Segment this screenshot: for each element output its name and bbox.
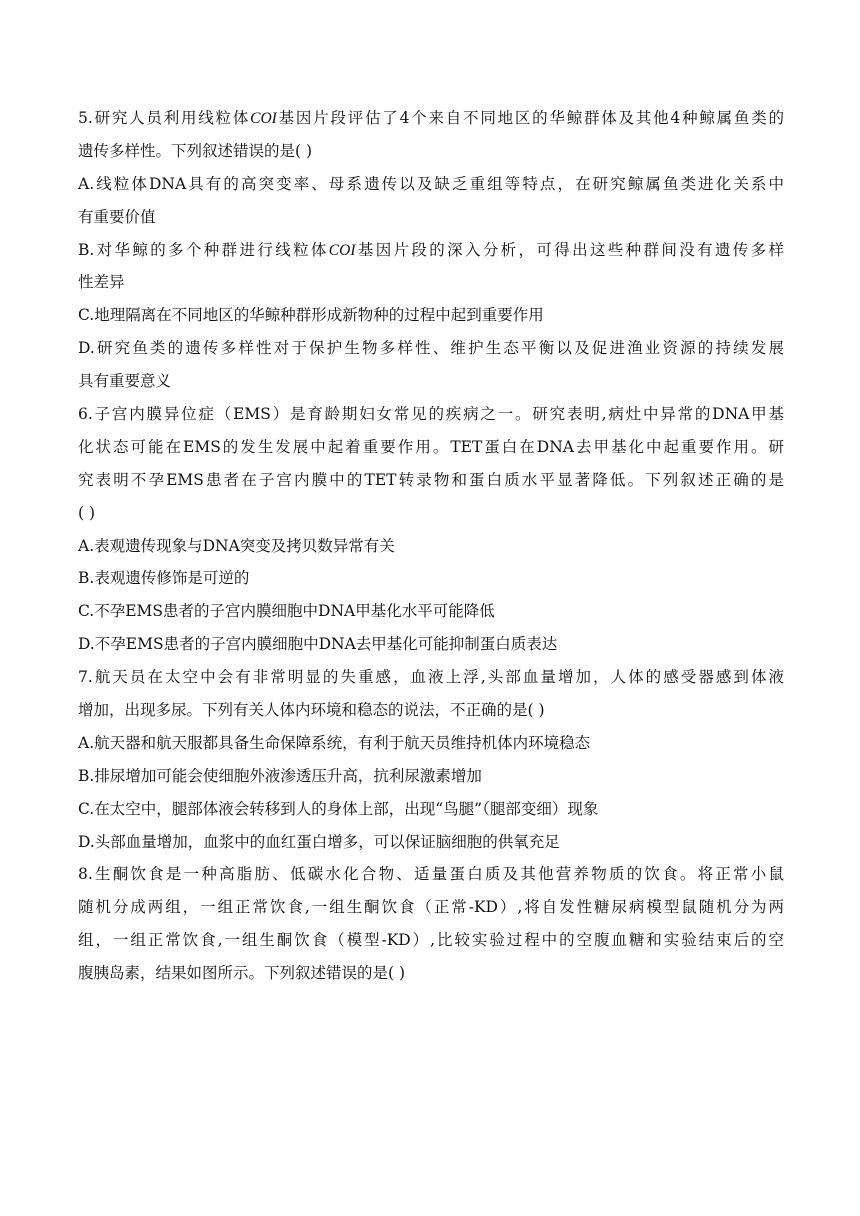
question-7-option-c: C.在太空中，腿部体液会转移到人的身体上部，出现“鸟腿”（腿部变细）现象 <box>78 799 599 818</box>
question-6-option-d: D.不孕EMS患者的子宫内膜细胞中DNA去甲基化可能抑制蛋白质表达 <box>78 635 558 654</box>
question-list <box>78 102 784 990</box>
question-6-stem-line: 6.子宫内膜异位症（EMS）是育龄期妇女常见的疾病之一。研究表明,病灶中异常的DNA甲基 <box>78 405 784 424</box>
question-6-option-a: A.表观遗传现象与DNA突变及拷贝数异常有关 <box>78 536 395 555</box>
question-7 <box>78 661 784 858</box>
question-7-option-a: A.航天器和航天服都具备生命保障系统，有利于航天员维持机体内环境稳态 <box>78 733 591 752</box>
question-5-stem-line-1-a: 5.研究人员利用线粒体 <box>78 109 251 127</box>
question-5-stem-line-1-b: 基因片段评估了4个来自不同地区的华鲸群体及其他4种鲸属鱼类的 <box>276 109 784 127</box>
question-8-stem-line: 随机分成两组，一组正常饮食,一组生酮饮食（正常-KD）,将自发性糖尿病模型鼠随机分为两 <box>78 898 784 917</box>
question-7-option-b: B.排尿增加可能会使细胞外液渗透压升高，抗利尿激素增加 <box>78 766 482 785</box>
question-5-stem-line <box>78 102 784 135</box>
question-7-stem-line: 7.航天员在太空中会有非常明显的失重感，血液上浮,头部血量增加，人体的感受器感到体液 <box>78 668 784 687</box>
question-7-stem-line: 增加，出现多尿。下列有关人体内环境和稳态的说法，不正确的是( ) <box>78 701 545 720</box>
question-5-option-b <box>78 234 784 267</box>
question-5-option-b-a: B.对华鲸的多个种群进行线粒体 <box>78 240 329 259</box>
question-5 <box>78 102 784 398</box>
question-6-option-b: B.表观遗传修饰是可逆的 <box>78 569 250 588</box>
question-5-option-c: C.地理隔离在不同地区的华鲸种群形成新物种的过程中起到重要作用 <box>78 306 544 325</box>
question-5-option-b-b: 基因片段的深入分析，可得出这些种群间没有遗传多样 <box>355 240 784 259</box>
question-7-option-d: D.头部血量增加，血浆中的血红蛋白增多，可以保证脑细胞的供氧充足 <box>78 832 560 851</box>
gene-name-italic: COI <box>328 241 356 259</box>
question-8 <box>78 858 784 990</box>
question-6-option-c: C.不孕EMS患者的子宫内膜细胞中DNA甲基化水平可能降低 <box>78 602 495 621</box>
question-5-stem-line: 遗传多样性。下列叙述错误的是( ) <box>78 141 313 160</box>
gene-name-italic: COI <box>250 110 277 127</box>
question-8-stem-line: 组，一组正常饮食,一组生酮饮食（模型-KD）,比较实验过程中的空腹血糖和实验结束后的空 <box>78 931 784 950</box>
question-5-option-d-cont: 具有重要意义 <box>78 372 172 391</box>
question-5-option-a-cont: 有重要价值 <box>78 207 156 226</box>
question-6-stem-line: 究表明不孕EMS患者在子宫内膜中的TET转录物和蛋白质水平显著降低。下列叙述正确的是 <box>78 470 784 489</box>
question-5-option-a: A.线粒体DNA具有的高突变率、母系遗传以及缺乏重组等特点，在研究鲸属鱼类进化关系中 <box>78 174 784 193</box>
question-8-stem-line: 腹胰岛素，结果如图所示。下列叙述错误的是( ) <box>78 964 406 983</box>
question-6 <box>78 398 784 661</box>
question-5-option-d: D.研究鱼类的遗传多样性对于保护生物多样性、维护生态平衡以及促进渔业资源的持续发展 <box>78 339 784 358</box>
question-5-option-b-cont: 性差异 <box>78 273 125 292</box>
question-6-stem-line: 化状态可能在EMS的发生发展中起着重要作用。TET蛋白在DNA去甲基化中起重要作用。研 <box>78 437 784 456</box>
question-6-stem-line: ( ) <box>78 503 96 522</box>
question-8-stem-line: 8.生酮饮食是一种高脂肪、低碳水化合物、适量蛋白质及其他营养物质的饮食。将正常小鼠 <box>78 865 784 884</box>
